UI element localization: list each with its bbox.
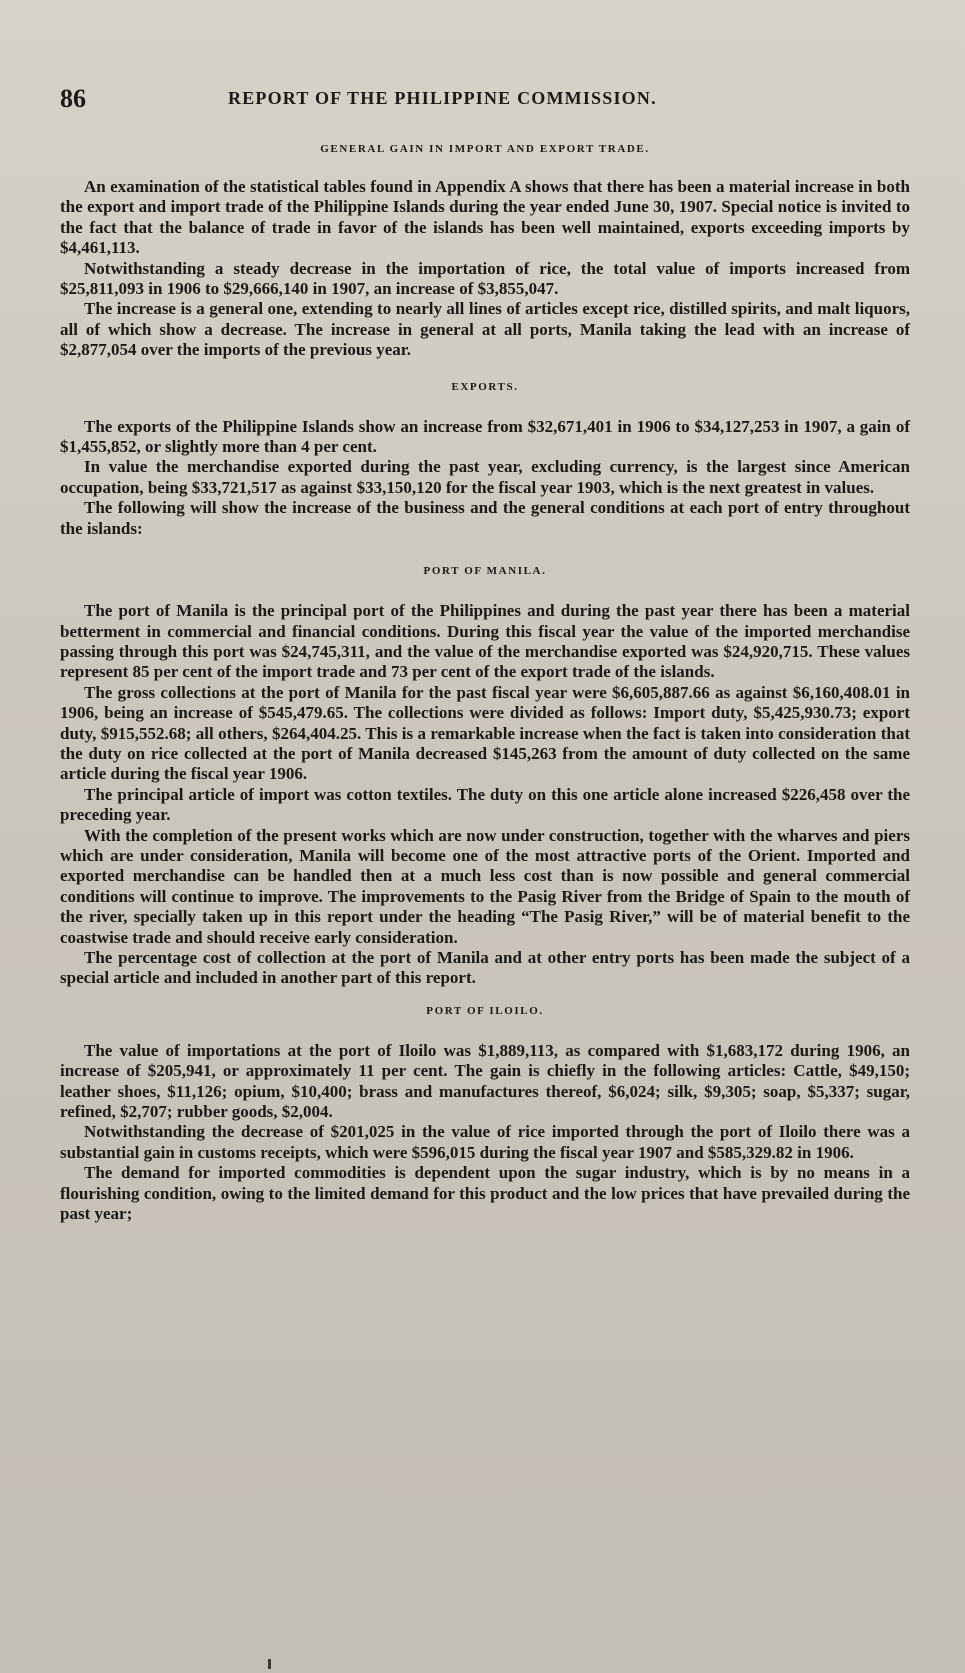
- page-body: [60, 143, 910, 1224]
- paragraph: An examination of the statistical tables found in Appendix A shows that there has been a material increase in both the export and import trade of the Philippine Islands during the year ended June 30, 1907. Special notice is invited to the fact that the balance of trade in favor of the islands has been well maintained, exports exceeding imports by $4,461,113.: [60, 177, 910, 258]
- paragraph: The gross collections at the port of Manila for the past fiscal year were $6,605,887.66 as against $6,160,408.01 in 1906, being an increase of $545,479.65. The collections were divided as follows: Import duty, $5,425,930.73; export duty, $915,552.68; all others, $264,404.25. This is a remarkable increase when the fact is taken into consideration that the duty on rice collected at the port of Manila decreased $145,263 from the amount of duty collected on the same article during the fiscal year 1906.: [60, 682, 910, 784]
- paragraph: The exports of the Philippine Islands show an increase from $32,671,401 in 1906 to $34,127,253 in 1907, a gain of $1,455,852, or slightly more than 4 per cent.: [60, 416, 910, 457]
- paragraph: The percentage cost of collection at the port of Manila and at other entry ports has been made the subject of a special article and included in another part of this report.: [60, 948, 910, 988]
- paragraph: The value of importations at the port of Iloilo was $1,889,113, as compared with $1,683,172 during 1906, an increase of $205,941, or approximately 11 per cent. The gain is chiefly in the following articles: Cattle, $49,150; leather shoes, $11,126; opium, $10,400; brass and manufactures thereof, $6,024; silk, $9,305; soap, $5,337; sugar, refined, $2,707; rubber goods, $2,004.: [60, 1040, 910, 1122]
- paragraph: The demand for imported commodities is dependent upon the sugar industry, which is by no means in a flourishing condition, owing to the limited demand for this product and the low prices that have prevailed during the past year;: [60, 1163, 910, 1224]
- paragraph: In value the merchandise exported during the past year, excluding currency, is the largest since American occupation, being $33,721,517 as against $33,150,120 for the fiscal year 1903, which is the next greatest in values.: [60, 457, 910, 497]
- paragraph: Notwithstanding the decrease of $201,025 in the value of rice imported through the port of Iloilo there was a substantial gain in customs receipts, which were $596,015 during the fiscal year 1907 and $585,329.82 in 1906.: [60, 1122, 910, 1162]
- scan-artifact: [268, 1659, 271, 1669]
- paragraph: The principal article of import was cotton textiles. The duty on this one article alone increased $226,458 over the preceding year.: [60, 784, 910, 825]
- section-heading-general-gain: GENERAL GAIN IN IMPORT AND EXPORT TRADE.: [320, 143, 650, 155]
- page-number: 86: [60, 84, 86, 113]
- paragraph: The increase is a general one, extending to nearly all lines of articles except rice, distilled spirits, and malt liquors, all of which show a decrease. The increase in general at all ports, Manila taking the lead with an increase of $2,877,054 over the imports of the previous year.: [60, 299, 910, 360]
- paragraph: Notwithstanding a steady decrease in the importation of rice, the total value of imports increased from $25,811,093 in 1906 to $29,666,140 in 1907, an increase of $3,855,047.: [60, 258, 910, 299]
- section-heading-exports: EXPORTS.: [451, 380, 519, 393]
- paragraph: The following will show the increase of the business and the general conditions at each port of entry throughout the islands:: [60, 498, 910, 538]
- paragraph: With the completion of the present works which are now under construction, together with the wharves and piers which are under consideration, Manila will become one of the most attractive ports of the Orient. Imported and exported merchandise can be handled then at a much less cost than is now possible and general commercial conditions will continue to improve. The improvements to the Pasig River from the Bridge of Spain to the mouth of the river, specially taken up in this report under the heading “The Pasig River,” will be of material benefit to the coastwise trade and should receive early consideration.: [60, 825, 910, 947]
- section-heading-port-of-iloilo: PORT OF ILOILO.: [426, 1004, 544, 1017]
- running-title: REPORT OF THE PHILIPPINE COMMISSION.: [228, 88, 657, 108]
- section-heading-port-of-manila: PORT OF MANILA.: [423, 565, 547, 578]
- page-header: [60, 84, 915, 114]
- paragraph: The port of Manila is the principal port of the Philippines and during the past year there has been a material betterment in commercial and financial conditions. During this fiscal year the value of the imported merchandise passing through this port was $24,745,311, and the value of the merchandise exported was $24,920,715. These values represent 85 per cent of the import trade and 73 per cent of the export trade of the islands.: [60, 601, 910, 682]
